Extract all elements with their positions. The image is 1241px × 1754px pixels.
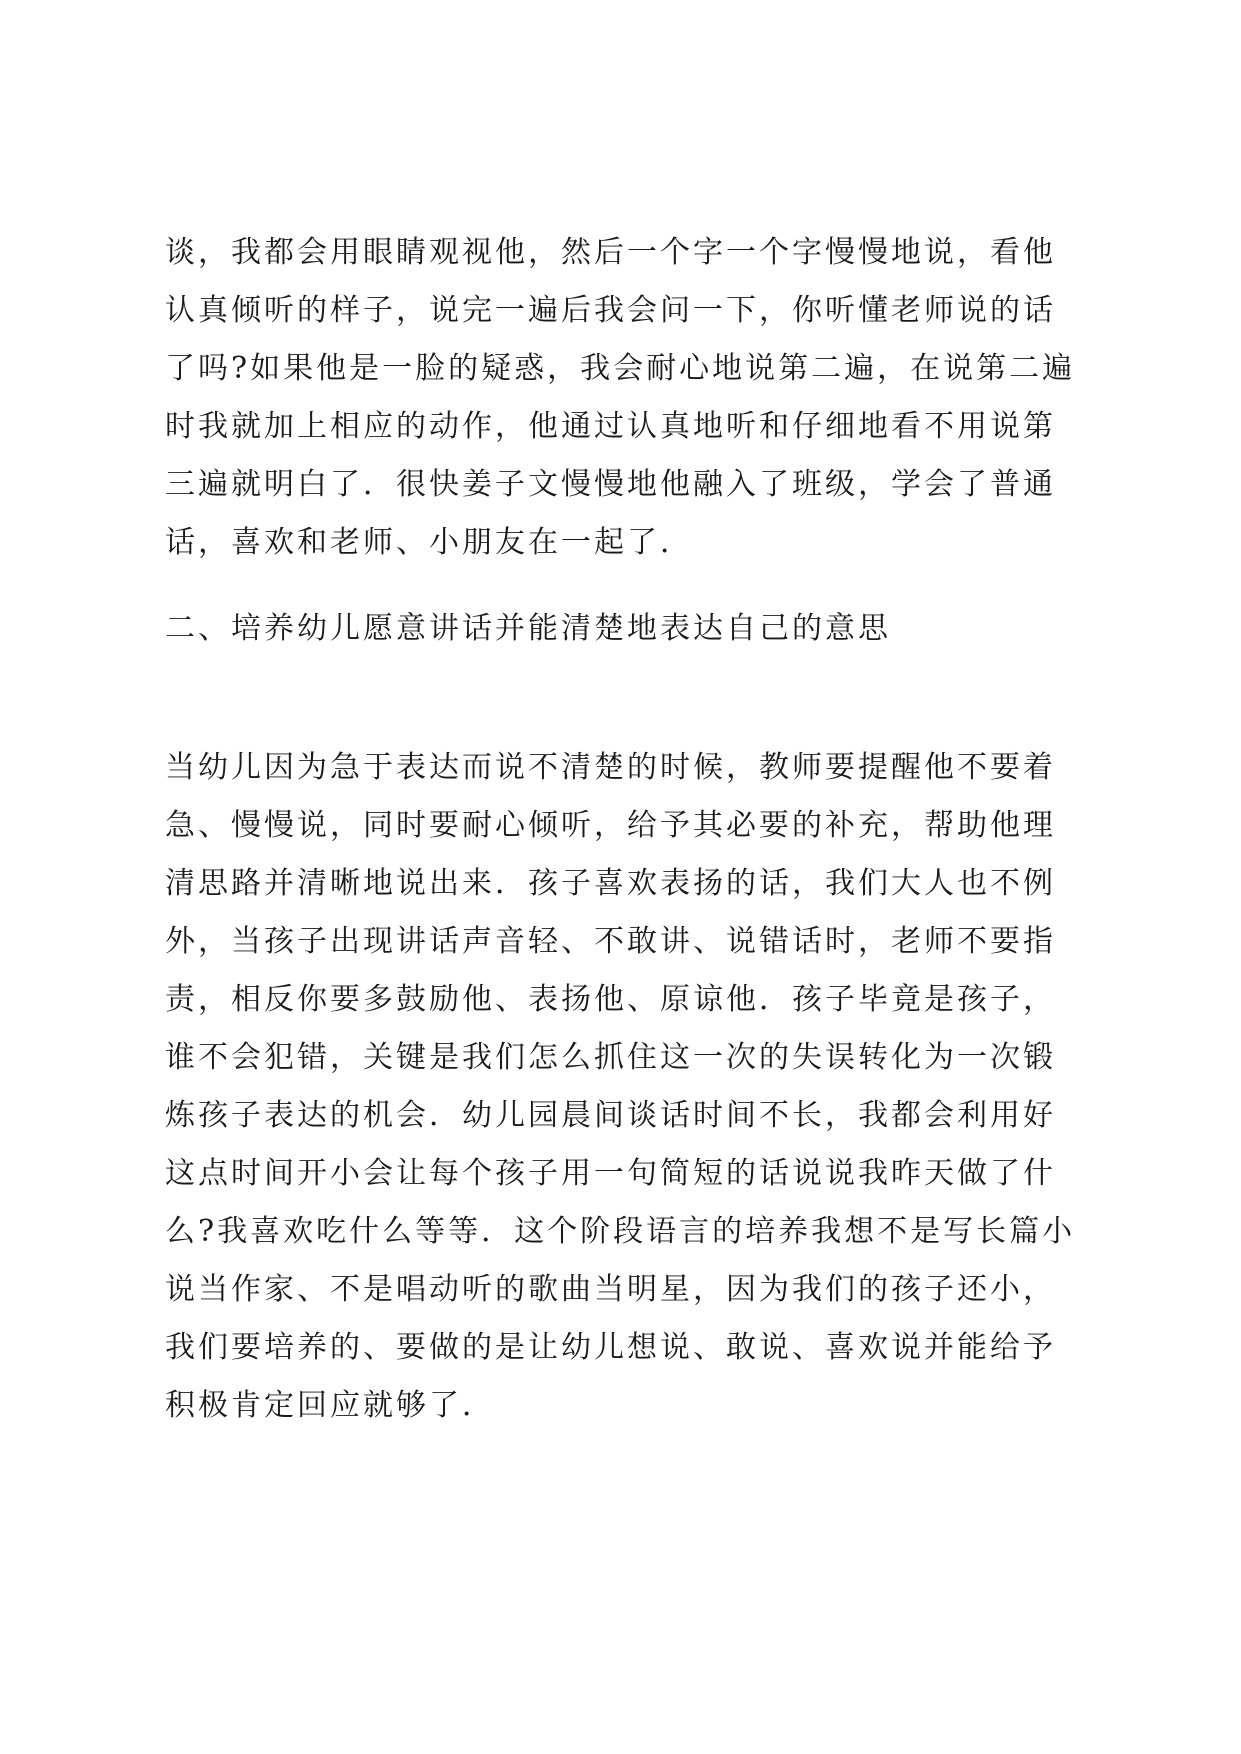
paragraph-line: 急、慢慢说，同时要耐心倾听，给予其必要的补充，帮助他理: [165, 808, 1056, 843]
paragraph-line: 炼孩子表达的机会．幼儿园晨间谈话时间不长，我都会利用好: [165, 1098, 1056, 1133]
section-heading: [165, 600, 1085, 658]
paragraph-line: 三遍就明白了．很快姜子文慢慢地他融入了班级，学会了普通: [165, 467, 1056, 502]
paragraph-line: 清思路并清晰地说出来．孩子喜欢表扬的话，我们大人也不例: [165, 866, 1056, 901]
paragraph-line: 认真倾听的样子，说完一遍后我会问一下，你听懂老师说的话: [165, 293, 1056, 328]
paragraph-line: 这点时间开小会让每个孩子用一句简短的话说说我昨天做了什: [165, 1156, 1056, 1191]
paragraph-line: 时我就加上相应的动作，他通过认真地听和仔细地看不用说第: [165, 409, 1056, 444]
paragraph-1: [165, 224, 1085, 572]
paragraph-line: 说当作家、不是唱动听的歌曲当明星，因为我们的孩子还小，: [165, 1272, 1056, 1307]
paragraph-line: 谈，我都会用眼睛观视他，然后一个字一个字慢慢地说，看他: [165, 235, 1056, 270]
section-heading-text: 二、培养幼儿愿意讲话并能清楚地表达自己的意思: [165, 611, 891, 646]
paragraph-line: 话，喜欢和老师、小朋友在一起了．: [165, 525, 693, 560]
paragraph-line: 么?我喜欢吃什么等等．这个阶段语言的培养我想不是写长篇小: [165, 1214, 1076, 1249]
paragraph-line: 我们要培养的、要做的是让幼儿想说、敢说、喜欢说并能给予: [165, 1330, 1056, 1365]
paragraph-line: 了吗?如果他是一脸的疑惑，我会耐心地说第二遍，在说第二遍: [165, 351, 1076, 386]
paragraph-line: 谁不会犯错，关键是我们怎么抓住这一次的失误转化为一次锻: [165, 1040, 1056, 1075]
paragraph-line: 当幼儿因为急于表达而说不清楚的时候，教师要提醒他不要着: [165, 750, 1056, 785]
paragraph-line: 责，相反你要多鼓励他、表扬他、原谅他．孩子毕竟是孩子，: [165, 982, 1056, 1017]
paragraph-line: 外，当孩子出现讲话声音轻、不敢讲、说错话时，老师不要指: [165, 924, 1056, 959]
paragraph-line: 积极肯定回应就够了．: [165, 1388, 495, 1423]
paragraph-2: [165, 739, 1085, 1435]
